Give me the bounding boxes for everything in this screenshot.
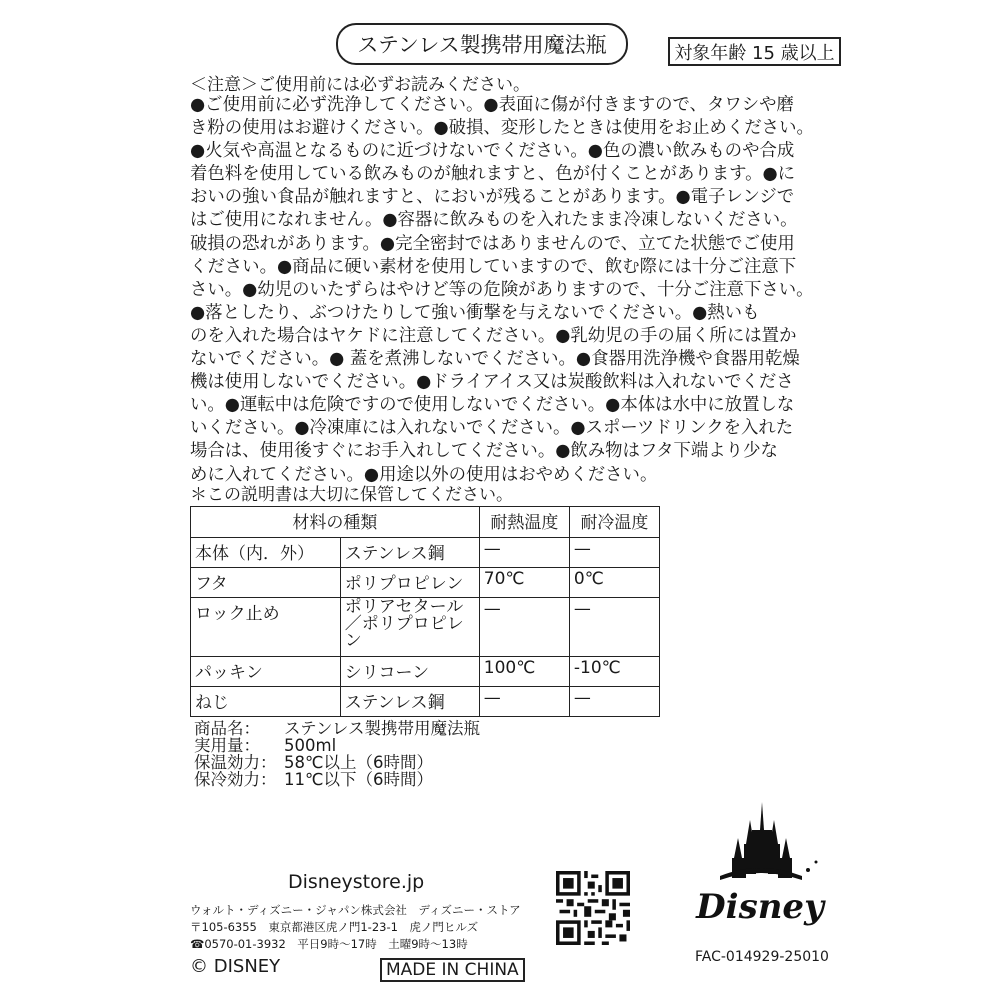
caution-line: 機は使用しないでください。●ドライアイス又は炭酸飲料は入れないでくださ — [190, 372, 794, 393]
caution-line: い。●運転中は危険ですので使用しないでください。●本体は水中に放置しな — [190, 395, 795, 416]
company-line: 〒105-6355 東京都港区虎ノ門1-23-1 虎ノ門ヒルズ — [190, 920, 479, 934]
table-row — [191, 538, 660, 568]
cell-cold: — — [569, 538, 659, 568]
info-value: 58℃以上（6時間） — [284, 753, 434, 772]
cell-heat: — — [479, 686, 569, 716]
table-header-row — [191, 507, 660, 538]
svg-text:Disney: Disney — [696, 887, 824, 927]
cell-material: ステンレス鋼 — [340, 686, 479, 716]
caution-line: はご使用になれません。●容器に飲みものを入れたまま冷凍しないください。 — [190, 210, 798, 231]
cell-heat: 100℃ — [479, 656, 569, 686]
info-row — [194, 754, 480, 771]
cell-heat: — — [479, 538, 569, 568]
cell-cold: -10℃ — [569, 656, 659, 686]
cell-heat: 70℃ — [479, 568, 569, 598]
cell-material: ポリプロピレン — [340, 568, 479, 598]
made-in-text: MADE IN CHINA — [386, 960, 519, 980]
caution-line: 破損の恐れがあります。●完全密封ではありませんので、立てた状態でご使用 — [190, 233, 795, 254]
cell-part: ねじ — [191, 686, 341, 716]
product-title: ステンレス製携帯用魔法瓶 — [357, 33, 607, 57]
age-rating-box — [668, 37, 841, 66]
caution-line: おいの強い食品が触れますと、においが残ることがあります。●電子レンジで — [190, 187, 795, 208]
company-address — [190, 902, 521, 953]
cell-material: ステンレス鋼 — [340, 538, 479, 568]
cell-part: フタ — [191, 568, 341, 598]
info-key: 商品名： — [194, 719, 260, 738]
caution-line: さい。●幼児のいたずらはやけど等の危険がありますので、十分ご注意下さい。 — [190, 279, 814, 300]
info-row — [194, 771, 480, 788]
info-key: 保温効力： — [194, 753, 277, 772]
cell-cold: — — [569, 598, 659, 656]
header-heat: 耐熱温度 — [479, 507, 569, 538]
keep-instructions-note: ＊この説明書は大切に保管してください。 — [190, 485, 513, 505]
caution-heading: ＜注意＞ご使用前には必ずお読みください。 — [190, 75, 530, 95]
info-value: 11℃以下（6時間） — [284, 770, 434, 789]
cell-part: ロック止め — [191, 598, 341, 656]
copyright-text: © DISNEY — [190, 956, 281, 977]
info-value: ステンレス製携帯用魔法瓶 — [284, 719, 480, 738]
table-row — [191, 656, 660, 686]
qr-code-icon — [556, 871, 630, 945]
age-rating: 対象年齢 15 歳以上 — [674, 42, 835, 64]
product-title-badge — [336, 23, 628, 65]
caution-line: ●火気や高温となるものに近づけないでください。●色の濃い飲みものや合成 — [190, 141, 795, 162]
company-line: ウォルト・ディズニー・ジャパン株式会社 ディズニー・ストア — [190, 903, 521, 917]
cell-cold: — — [569, 686, 659, 716]
caution-line: めに入れてください。●用途以外の使用はおやめください。 — [190, 464, 658, 485]
table-row — [191, 686, 660, 716]
info-value: 500ml — [284, 736, 337, 755]
cell-material: ポリアセタール／ポリプロピレン — [340, 598, 479, 656]
store-website: Disneystore.jp — [288, 871, 425, 893]
table-row — [191, 598, 660, 656]
header-cold: 耐冷温度 — [569, 507, 659, 538]
caution-line: のを入れた場合はヤケドに注意してください。●乳幼児の手の届く所には置か — [190, 325, 797, 346]
cell-cold: 0℃ — [569, 568, 659, 598]
caution-line: ●ご使用前に必ず洗浄してください。●表面に傷が付きますので、タワシや磨 — [190, 95, 794, 115]
caution-line: き粉の使用はお避けください。●破損、変形したときは使用をお止めください。 — [190, 118, 814, 139]
info-row — [194, 737, 480, 754]
cell-heat: — — [479, 598, 569, 656]
caution-line: 着色料を使用している飲みものが触れますと、色が付くことがあります。●に — [190, 164, 796, 185]
product-code: FAC-014929-25010 — [695, 949, 829, 965]
disney-castle-logo-icon — [690, 800, 830, 930]
made-in-box — [380, 958, 525, 982]
table-row — [191, 568, 660, 598]
caution-line: ないでください。● 蓋を煮沸しないでください。●食器用洗浄機や食器用乾燥 — [190, 349, 800, 370]
material-spec-table — [190, 506, 660, 717]
cell-part: 本体（内．外） — [191, 538, 341, 568]
header-material: 材料の種類 — [191, 507, 480, 538]
cell-material: シリコーン — [340, 656, 479, 686]
info-row — [194, 720, 480, 737]
caution-line: いください。●冷凍庫には入れないでください。●スポーツドリンクを入れた — [190, 418, 794, 439]
product-info — [194, 720, 480, 788]
caution-line: 場合は、使用後すぐにお手入れしてください。●飲み物はフタ下端より少な — [190, 441, 778, 462]
info-key: 保冷効力： — [194, 770, 277, 789]
cell-part: パッキン — [191, 656, 341, 686]
caution-text — [190, 94, 850, 487]
info-key: 実用量： — [194, 736, 260, 755]
caution-line: ●落としたり、ぶつけたりして強い衝撃を与えないでください。●熱いも — [190, 302, 760, 323]
caution-line: ください。●商品に硬い素材を使用していますので、飲む際には十分ご注意下 — [190, 256, 797, 277]
company-line: ☎0570-01-3932 平日9時〜17時 土曜9時〜13時 — [190, 937, 468, 951]
